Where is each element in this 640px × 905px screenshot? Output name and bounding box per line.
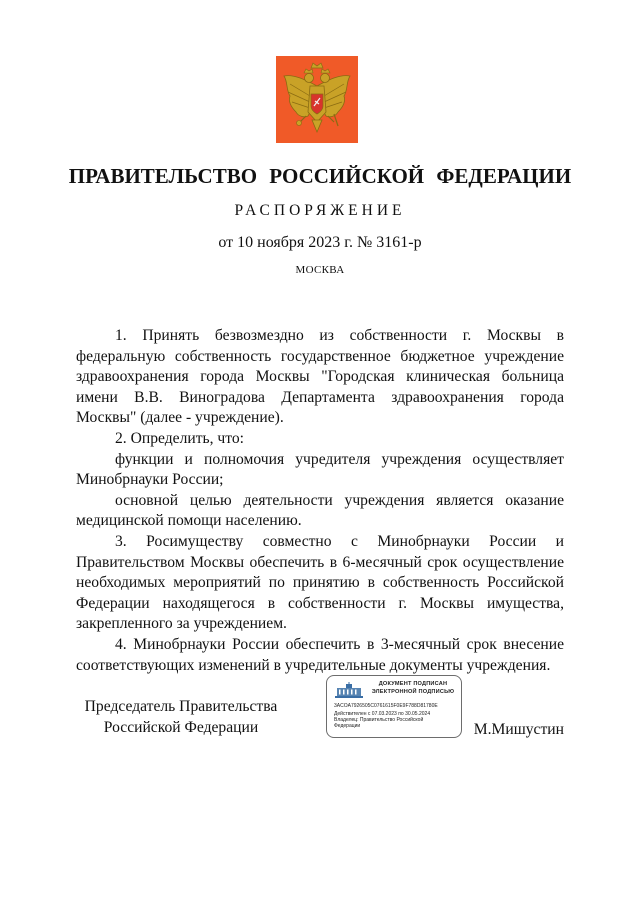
signatory-position-line-2: Российской Федерации <box>103 718 259 736</box>
document-date-number: от 10 ноября 2023 г. № 3161-р <box>218 234 422 251</box>
stamp-certificate: 3ACOA7926505C0761615F0E9F788D81780E <box>334 703 438 709</box>
government-building-icon <box>334 682 364 699</box>
paragraph-2-item-1: функции и полномочия учредителя учреждения осуществляет Минобрнауки России; <box>76 450 564 489</box>
signatory-name: М.Мишустин <box>473 721 564 738</box>
document-type: РАСПОРЯЖЕНИЕ <box>234 202 406 219</box>
government-title: ПРАВИТЕЛЬСТВО РОССИЙСКОЙ ФЕДЕРАЦИИ <box>68 164 572 188</box>
signatory-position-line-1: Председатель Правительства <box>84 698 278 715</box>
document-body <box>76 326 564 676</box>
stamp-validity: Действителен с 07.03.2023 по 30.05.2024 <box>334 711 431 717</box>
coat-of-arms-icon <box>276 56 358 143</box>
document-city: МОСКВА <box>295 264 345 276</box>
stamp-title-line-1: ДОКУМЕНТ ПОДПИСАН <box>378 681 448 687</box>
paragraph-1: 1. Принять безвозмездно из собственности г. Москвы в федеральную собственность государственное бюджетное учреждение здравоохранения города Москвы "Городская клиническая больница имени В.В. Виноградова Департамента здравоохранения города Москвы" (далее - учреждение). <box>76 327 564 427</box>
electronic-signature-stamp <box>326 675 462 738</box>
stamp-owner-line-1: Владелец: Правительство Российской <box>334 717 424 723</box>
stamp-title-line-2: ЭЛЕКТРОННОЙ ПОДПИСЬЮ <box>371 689 455 695</box>
paragraph-2-item-2: основной целью деятельности учреждения является оказание медицинской помощи населению. <box>76 491 564 530</box>
coat-of-arms-emblem <box>276 56 358 143</box>
paragraph-3: 3. Росимуществу совместно с Минобрнауки России и Правительством Москвы обеспечить в 6-месячный срок осуществление необходимых мероприятий по принятию в собственность Российской Федерации находящегося в собственности г. Москвы имущества, закрепленного за учреждением. <box>76 532 564 633</box>
paragraph-2: 2. Определить, что: <box>115 429 244 447</box>
paragraph-4: 4. Минобрнауки России обеспечить в 3-месячный срок внесение соответствующих изменений в учредительные документы учреждения. <box>76 635 564 674</box>
stamp-owner-line-2: Федерации <box>334 723 361 729</box>
signatory-position <box>76 697 286 738</box>
